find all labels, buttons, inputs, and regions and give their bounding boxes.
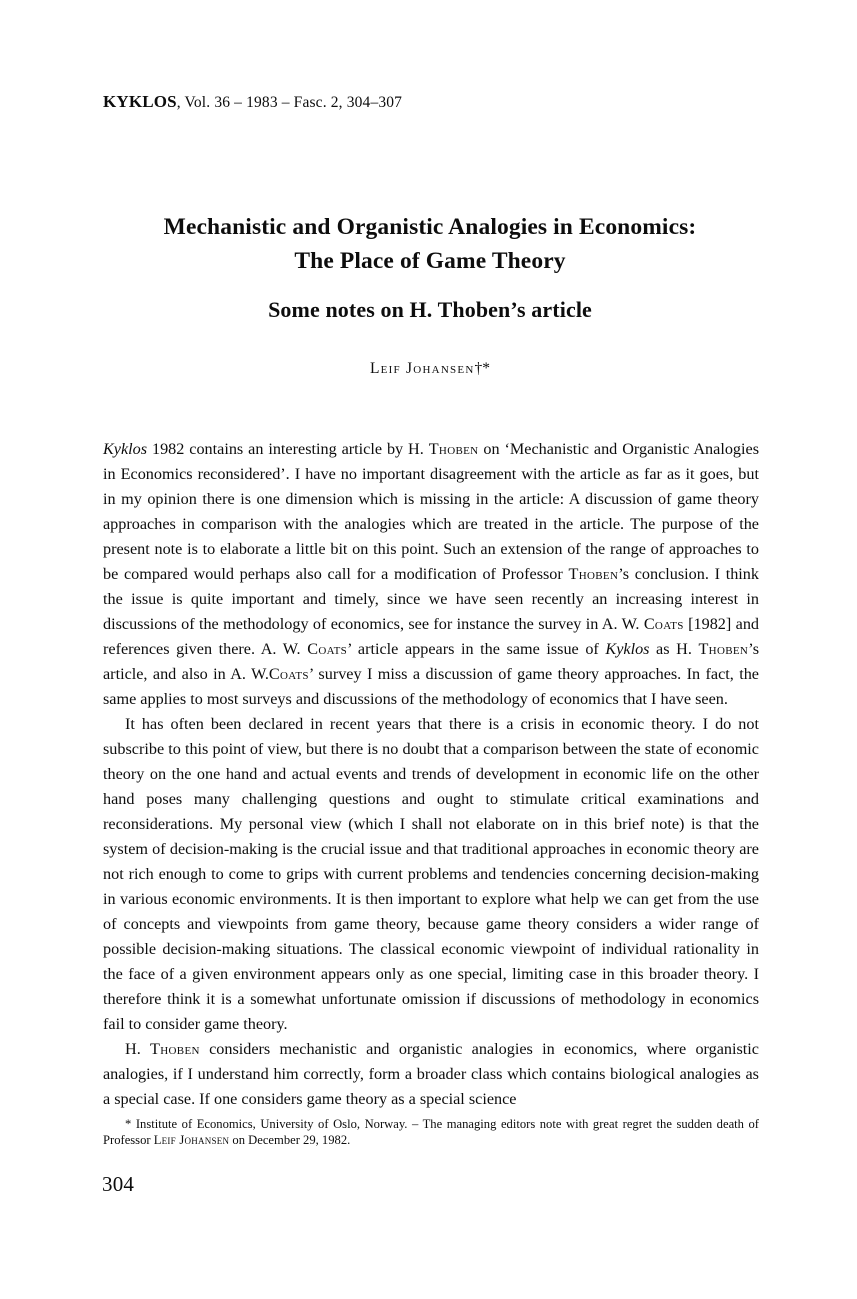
page-title-line-1: Mechanistic and Organistic Analogies in Economics: xyxy=(163,214,697,240)
paragraph-1-run-b: 1982 contains an interesting article by H. xyxy=(147,440,429,458)
paragraph-1-run-i: ’ survey I miss a discussion of game theory approaches. In fact, the same applies to most surveys and discussions of the methodology of economics that I have seen. xyxy=(103,665,759,708)
paragraph-3-run-b: considers mechanistic and organistic analogies in economics, where organistic analogies, if I understand him correctly, form a broader class which contains biological analogies as a special case. If one considers game theory as a special science xyxy=(103,1040,759,1108)
paragraph-1-run-c: on ‘Mechanistic and Organistic Analogies in Economics reconsidered’. I have no important disagreement with the article as far as it goes, but in my opinion there is one dimension which is missing in the article: A discussion of game theory approaches in comparison with the analogies which are treated in the article. The purpose of the present note is to elaborate a little bit on this point. Such an extension of the range of approaches to be compared would perhaps also call for a modification of Professor xyxy=(103,440,759,583)
running-head-details: , Vol. 36 – 1983 – Fasc. 2, 304–307 xyxy=(176,94,403,111)
paragraph-2: It has often been declared in recent years that there is a crisis in economic theory. I do not subscribe to this point of view, but there is no doubt that a comparison between the state of economic theory on the one hand and actual events and trends of development in economic life on the other hand poses many challenging questions and ought to stimulate critical examinations and reconsiderations. My personal view (which I shall not elaborate on in this brief note) is that the system of decision-making is the crucial issue and that traditional approaches in economic theory are not rich enough to come to grips with current problems and tendencies concerning decision-making in various economic environments. It is then important to explore what help we can get from the use of concepts and viewpoints from game theory, because game theory considers a wider range of possible decision-making situations. The classical economic viewpoint of individual rationality in the face of a given environment appears only as one special, limiting case in this broader theory. I therefore think it is a somewhat unfortunate omission if discussions of methodology in economics fail to consider game theory. xyxy=(103,715,759,1033)
article-body xyxy=(103,437,759,1112)
author-name: Leif Johansen xyxy=(369,360,475,377)
paragraph-1 xyxy=(103,437,759,712)
citation-coats-2: Coats xyxy=(307,640,348,658)
page-number: 304 xyxy=(102,1172,135,1196)
paragraph-1-run-h: ’s article, and also in A. W. xyxy=(103,640,759,683)
citation-coats-3: Coats xyxy=(268,665,309,683)
citation-coats: Coats xyxy=(643,615,684,633)
journal-title-italic: Kyklos xyxy=(103,440,148,458)
journal-title-italic-2: Kyklos xyxy=(605,640,650,658)
paragraph-1-run-f: ’ article appears in the same issue of xyxy=(347,640,606,658)
author-byline xyxy=(103,360,757,378)
citation-thoben-2: Thoben xyxy=(568,565,619,583)
footnote-text-a: Institute of Economics, University of Oslo, Norway. – The managing editors note with great regret the sudden death of Professor xyxy=(103,1117,759,1147)
footnote-author-name: Leif Johansen xyxy=(153,1132,230,1147)
citation-thoben: Thoben xyxy=(428,440,479,458)
footnote-text-b: on December 29, 1982. xyxy=(229,1132,351,1147)
paragraph-3 xyxy=(103,1037,759,1112)
citation-thoben-3: Thoben xyxy=(698,640,749,658)
paragraph-1-run-d: ’s conclusion. I think the issue is quite important and timely, since we have seen recently an increasing interest in discussions of the methodology of economics, see for instance the survey in A. W. xyxy=(103,565,759,633)
citation-thoben-4: Thoben xyxy=(150,1040,200,1058)
paragraph-3-run-a: H. xyxy=(125,1040,151,1058)
page-subtitle: Some notes on H. Thoben’s article xyxy=(268,297,592,322)
footnote-marker: * xyxy=(125,1117,132,1131)
paragraph-1-run-g: as H. xyxy=(649,640,699,658)
journal-name: KYKLOS xyxy=(103,92,177,111)
running-head xyxy=(103,92,402,112)
footnote-body xyxy=(103,1117,759,1148)
paragraph-1-run-e: [1982] and references given there. A. W. xyxy=(103,615,760,658)
author-footnote-marks: †* xyxy=(474,360,491,377)
title-block xyxy=(103,210,757,378)
page-title-line-2: The Place of Game Theory xyxy=(294,248,566,274)
footnote xyxy=(103,1117,759,1148)
